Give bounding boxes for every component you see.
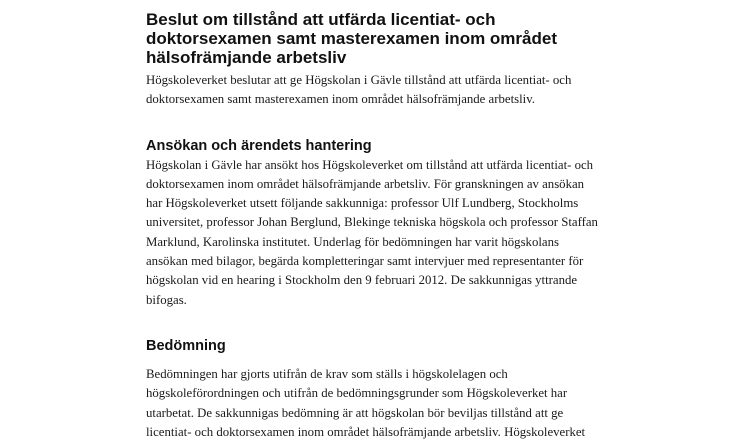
section-heading-assessment: Bedömning — [146, 337, 226, 354]
intro-paragraph: Högskoleverket beslutar att ge Högskolan i Gävle tillstånd att utfärda licentiat- och doktorsexamen samt masterexamen inom området hälsofrämjande arbetsliv. — [146, 73, 572, 107]
document-page — [146, 10, 746, 442]
spacer — [146, 310, 746, 337]
section-body-application: Högskolan i Gävle har ansökt hos Högskoleverket om tillstånd att utfärda licentiat- och doktorsexamen inom området hälsofrämjande arbetsliv. För granskningen av ansökan har Högskoleverket utsett följande sakkunniga: professor Ulf Lundberg, Stockholms universitet, professor Johan Berglund, Blekinge tekniska högskola och professor Staffan Marklund, Karolinska institutet. Underlag för bedömningen har varit högskolans ansökan med bilagor, begärda kompletteringar samt intervjuer med representanter för högskolan vid en hearing i Stockholm den 9 februari 2012. De sakkunnigas yttrande bifogas. — [146, 157, 598, 307]
section-body-assessment: Bedömningen har gjorts utifrån de krav som ställs i högskolelagen och högskoleförordningen och utifrån de bedömningsgrunder som Högskoleverket har utarbetat. De sakkunnigas bedömning är att högskolan bör beviljas tillstånd att ge licentiat- och doktorsexamen inom området hälsofrämjande arbetsliv. Högskoleverket — [146, 366, 586, 439]
spacer — [146, 356, 746, 365]
spacer — [146, 110, 746, 137]
section-heading-application: Ansökan och ärendets hantering — [146, 137, 372, 154]
document-title: Beslut om tillstånd att utfärda licentiat- och doktorsexamen samt masterexamen inom området hälsofrämjande arbetsliv — [146, 10, 557, 67]
